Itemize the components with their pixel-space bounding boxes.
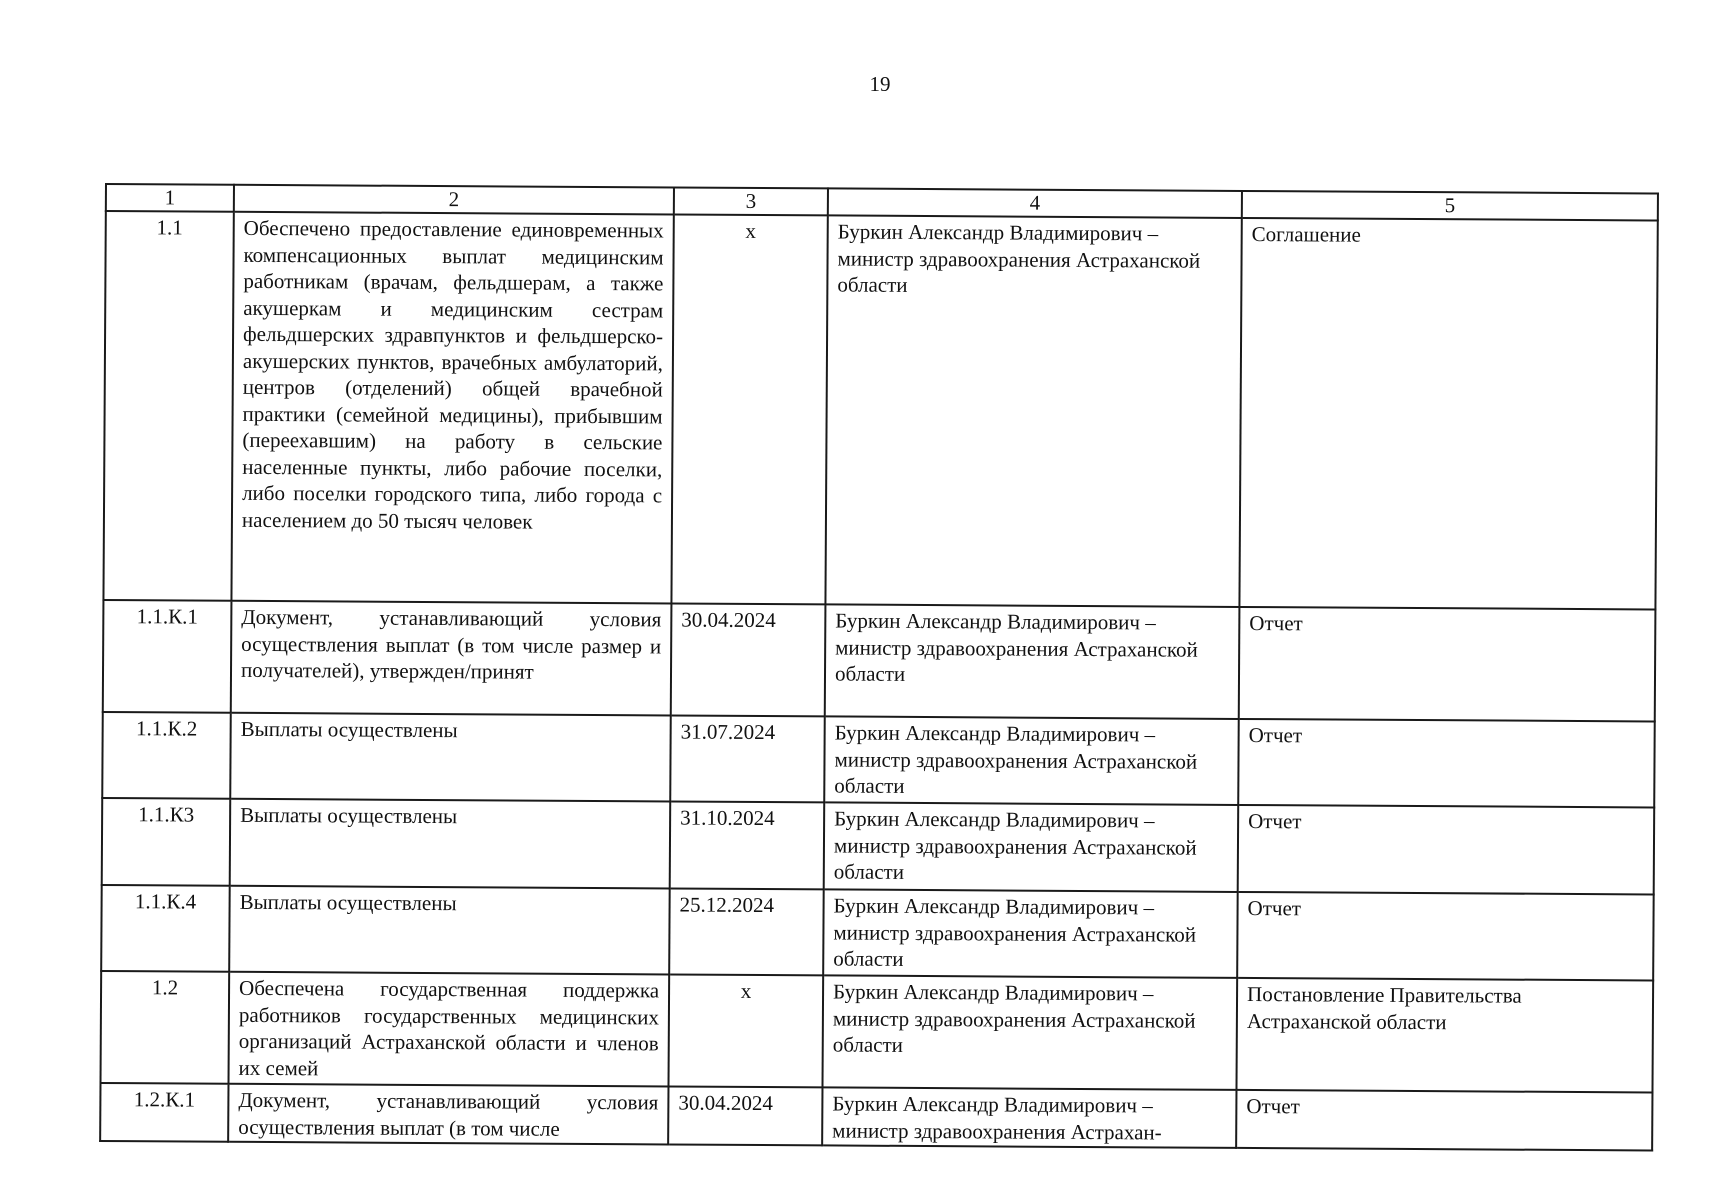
row-document-cell: Соглашение [1239,218,1657,610]
row-description-cell: Обеспечено предоставление единовременных компенсационных выплат медицинским работникам (врачам, фельдшерам, а также акушеркам и медицинским сестрам фельдшерских здравпунктов и фельдшерско-акушерских пунктов, врачебных амбулаторий, центров (отделений) общей врачебной практики (семейной медицины), прибывшим (переехавшим) на работу в сельские населенные пункты, либо рабочие поселки, либо поселки городского типа, либо города с населением до 50 тысяч человек [231,212,673,604]
row-description-cell: Обеспечена государственная поддержка работников государственных медицинских организаций Астраханской области и членов их семей [228,972,669,1087]
table-row [103,600,1656,721]
row-description-cell: Документ, устанавливающий условия осуществления выплат (в том числе размер и получателей), утвержден/принят [231,601,672,716]
row-responsible-cell: Буркин Александр Владимирович – министр здравоохранения Астраханской области [822,975,1237,1090]
row-number-cell: 1.2 [101,971,230,1084]
row-document-cell: Отчет [1236,1090,1652,1151]
row-responsible-cell: Буркин Александр Владимирович – министр здравоохранения Астраханской области [824,802,1239,892]
column-header-4: 4 [828,188,1242,218]
row-description-cell: Выплаты осуществлены [230,799,671,889]
column-header-5: 5 [1242,191,1658,221]
row-date-cell: 30.04.2024 [668,1086,822,1145]
row-responsible-cell: Буркин Александр Владимирович – министр здравоохранения Астраханской области [823,889,1238,978]
row-document-cell: Отчет [1238,805,1655,895]
row-date-cell: 31.07.2024 [670,715,825,802]
row-number-cell: 1.1.К.1 [103,600,232,713]
row-number-cell: 1.1.К.2 [102,712,231,799]
page-number: 19 [869,72,891,96]
row-date-cell: 30.04.2024 [671,603,826,716]
row-document-cell: Постановление Правительства Астраханской области [1236,978,1653,1093]
row-description-cell: Документ, устанавливающий условия осуществления выплат (в том числе [228,1084,668,1145]
column-header-3: 3 [674,187,828,215]
table-row [101,885,1653,980]
row-date-cell: х [668,974,823,1087]
row-responsible-cell: Буркин Александр Владимирович – министр здравоохранения Астраханской области [825,604,1240,719]
table-row [100,1083,1652,1150]
row-description-cell: Выплаты осуществлены [230,713,671,802]
row-document-cell: Отчет [1237,892,1654,981]
row-responsible-cell: Буркин Александр Владимирович – министр здравоохранения Астраханской области [824,716,1239,805]
document-table [99,183,1659,1151]
row-responsible-cell: Буркин Александр Владимирович – министр здравоохранения Астраханской области [825,215,1241,607]
row-date-cell: 25.12.2024 [669,888,824,975]
row-number-cell: 1.1.К3 [102,798,231,886]
row-number-cell: 1.1 [103,211,233,601]
table-row [103,211,1657,609]
row-description-cell: Выплаты осуществлены [229,886,670,975]
row-number-cell: 1.2.К.1 [100,1083,228,1142]
column-header-1: 1 [106,184,234,212]
row-date-cell: 31.10.2024 [670,801,825,889]
column-header-2: 2 [234,185,674,215]
table-row [102,798,1655,894]
row-date-cell: х [671,214,827,604]
table-row [101,971,1654,1092]
row-document-cell: Отчет [1239,607,1656,722]
row-number-cell: 1.1.К.4 [101,885,230,972]
row-document-cell: Отчет [1238,719,1655,808]
row-responsible-cell: Буркин Александр Владимирович – министр здравоохранения Астрахан- [822,1087,1236,1148]
table-row [102,712,1654,807]
